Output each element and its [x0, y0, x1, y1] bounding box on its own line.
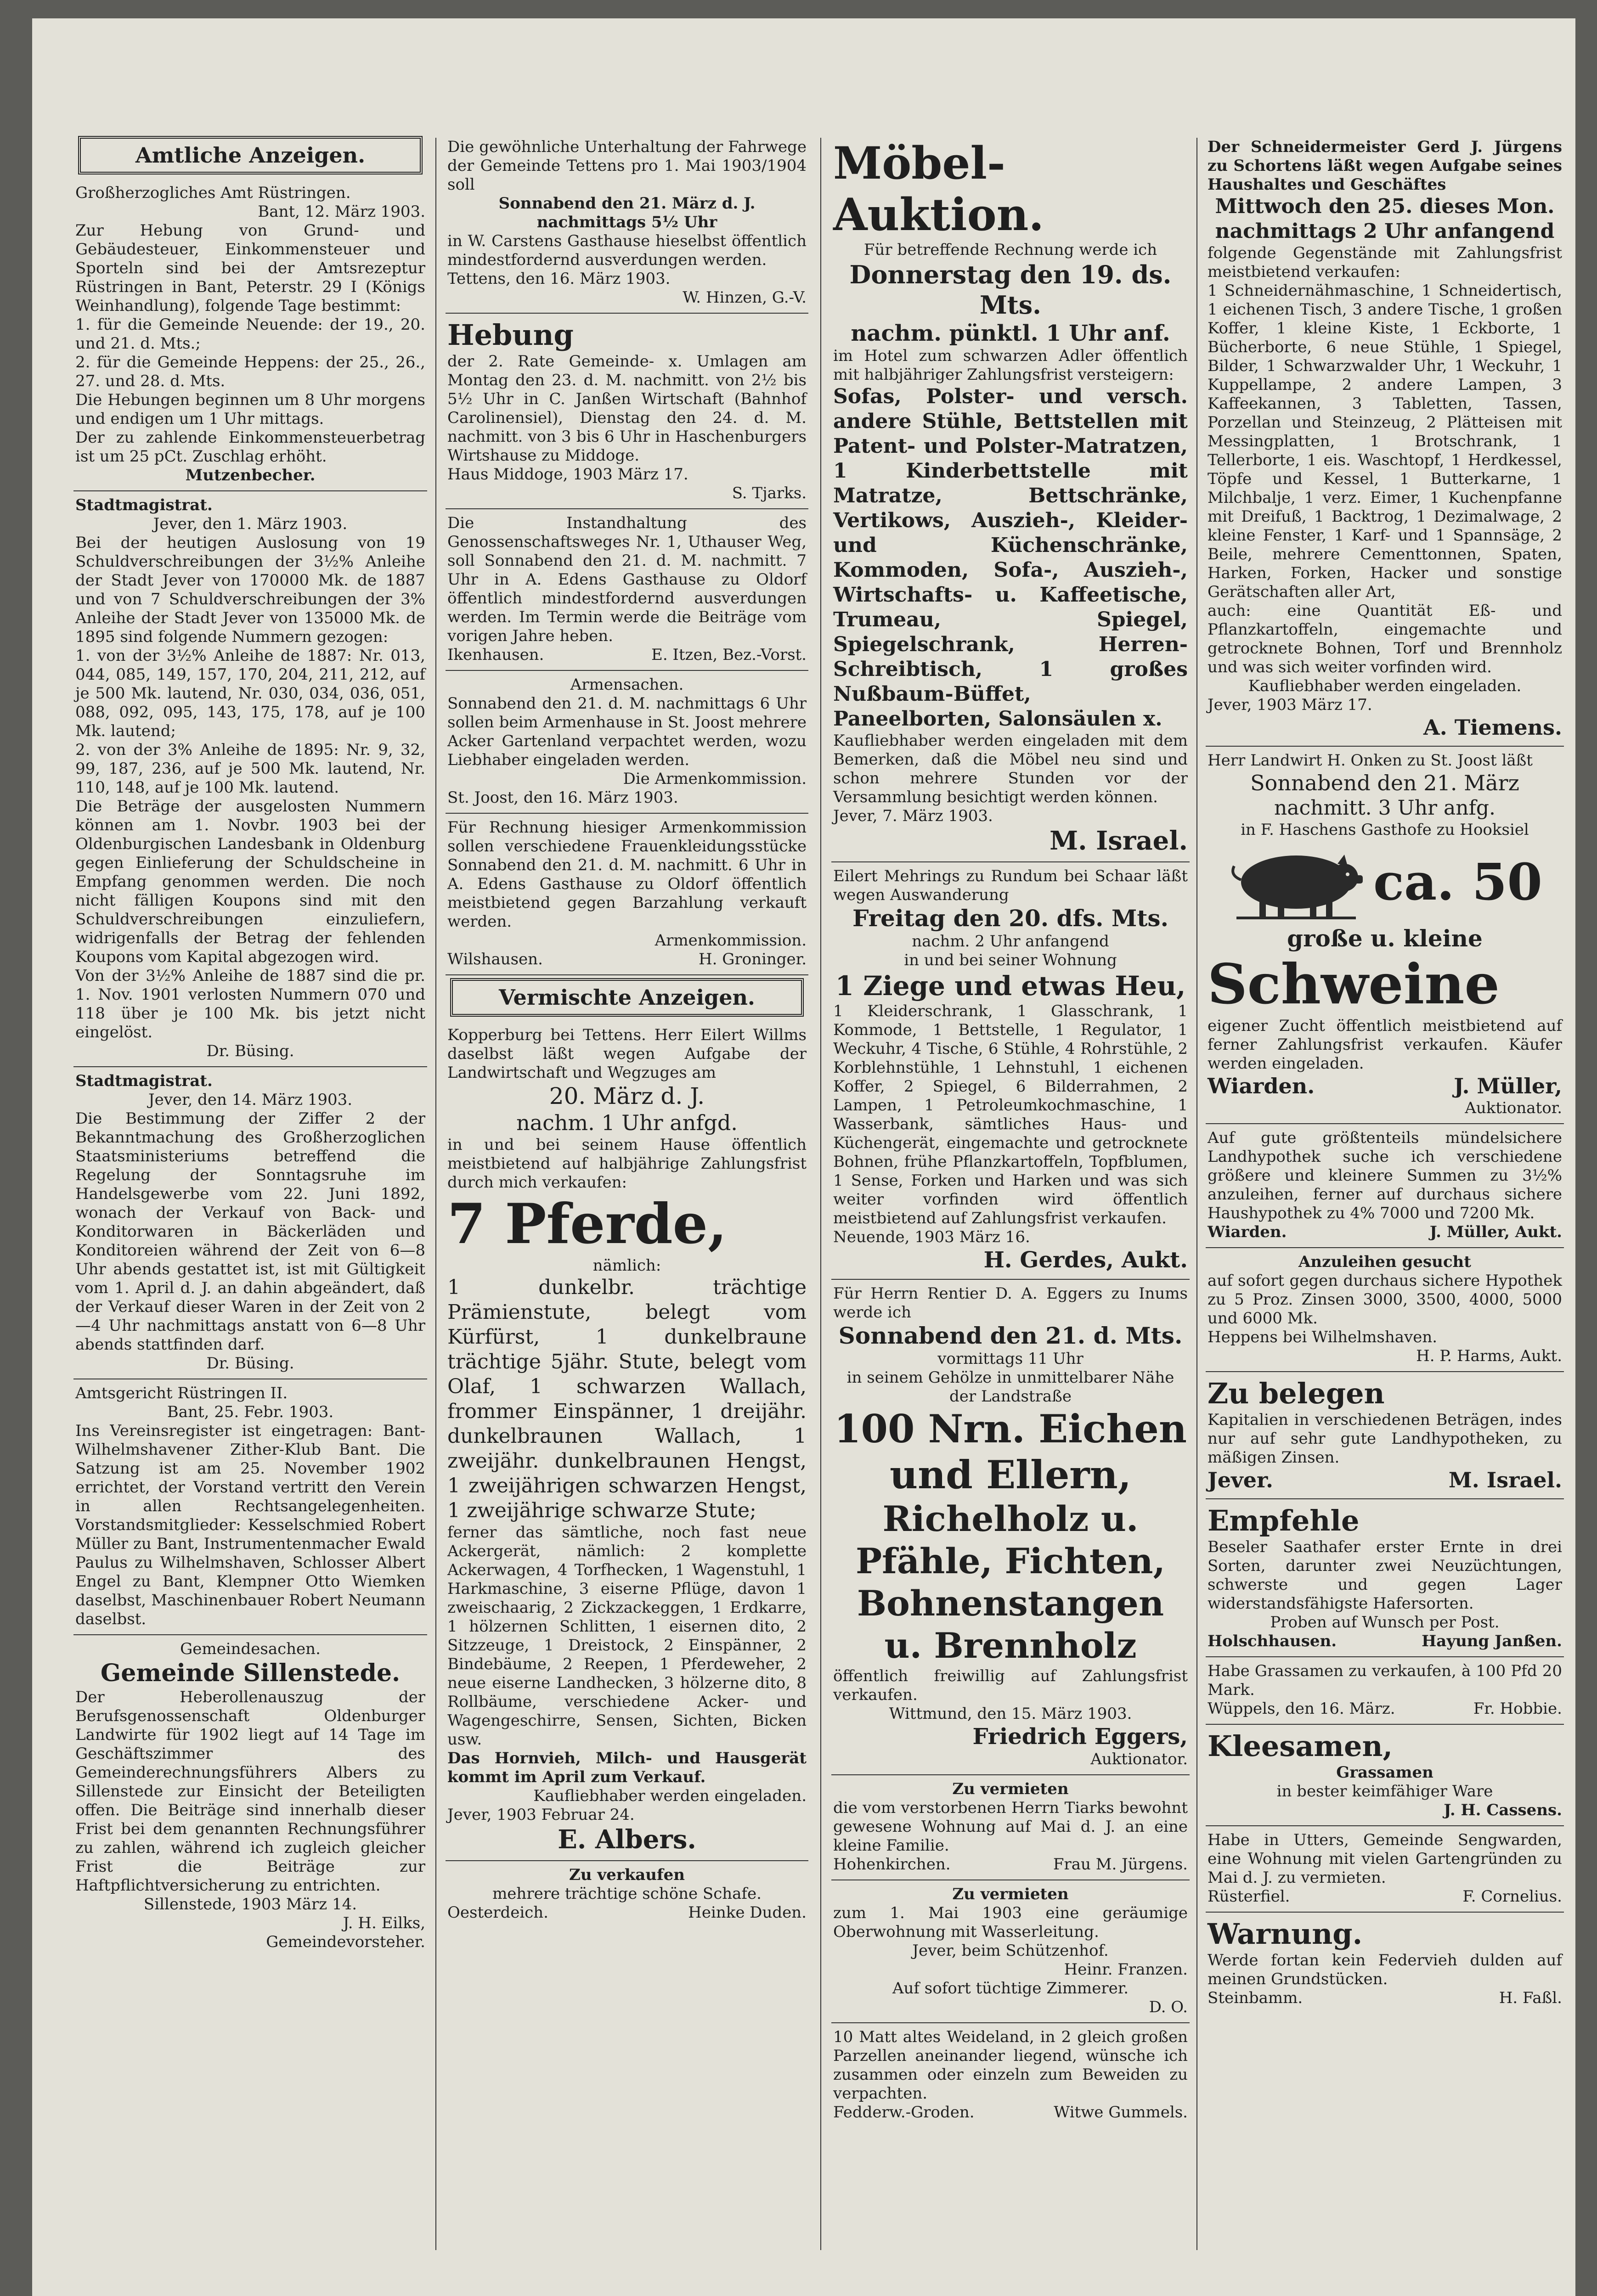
ad-line: Für betreffende Rechnung werde ich — [863, 241, 1157, 259]
notice-line: Der zu zahlende Einkommensteuerbetrag ist um 25 pCt. Zuschlag erhöht. — [75, 428, 425, 466]
ad-heading: Zu vermieten — [952, 1885, 1069, 1903]
notice-line: Jever, den 14. März 1903. — [148, 1091, 353, 1109]
signature-name: Witwe Gummels. — [1054, 2103, 1188, 2122]
ad-big-title: 100 Nrn. Eichen und Ellern, — [834, 1406, 1187, 1497]
ad-signature-row — [1208, 1467, 1562, 1493]
ad-line: auf sofort gegen durchaus sichere Hypothek zu 5 Proz. Zinsen 3000, 3500, 4000, 5000 und 6000 Mk. — [1208, 1272, 1562, 1328]
ad-time: vormittags 11 Uhr — [937, 1350, 1083, 1368]
ad-signature: A. Tiemens. — [1423, 715, 1562, 740]
ad-subtitle: große u. kleine — [1287, 925, 1483, 952]
ad-line: mehrere trächtige schöne Schafe. — [492, 1885, 762, 1903]
notice-title: Hebung — [447, 318, 574, 352]
ad-line: Kapitalien in verschiedenen Beträgen, indes nur auf sehr gute Landhypotheken, zu mäßigen Zinsen. — [1208, 1411, 1562, 1467]
notice-signature: Gemeindevorsteher. — [266, 1933, 425, 1951]
notice-line: Bei der heutigen Auslosung von 19 Schuldverschreibungen der 3½% Anleihe der Stadt Jever von 170000 Mk. de 1887 und von 7 Schuldverschreibungen der 3% Anleihe der Stadt Jever von 135000 Mk. de 1895 sind folgende Nummern gezogen: — [75, 534, 425, 646]
signature-place: Holschhausen. — [1208, 1632, 1337, 1650]
signature-place: Wiarden. — [1208, 1074, 1315, 1098]
ad-signature: Heinr. Franzen. — [1064, 1960, 1188, 1979]
section-header-vermischte: Vermischte Anzeigen. — [450, 978, 804, 1017]
notice-line: 2. für die Gemeinde Heppens: der 25., 26., 27. und 28. d. Mts. — [75, 353, 425, 390]
ad-7-pferde — [446, 1021, 808, 1861]
ad-item-list: Sofas, Polster- und versch. andere Stühle, Bettstellen mit Patent- und Polster-Matratzen, 1 Kinderbettstelle mit Matratze, Bettschränke, Vertikows, Auszieh-, Kleider- und Küchenschränke, Kommoden, Sofa-, Auszieh-, Wirtschafts- u. Kaffeetische, Trumeau, Spiegel, Spiegelschrank, Herren-Schreibtisch, 1 großes Nußbaum-Büffet, Paneelborten, Salonsäulen x. — [833, 385, 1188, 731]
ad-line: in F. Haschens Gasthofe zu Hooksiel — [1241, 821, 1529, 839]
ad-heading: Zu verkaufen — [569, 1866, 685, 1884]
ad-title: Empfehle — [1208, 1504, 1360, 1537]
ad-time: nachmitt. 3 Uhr anfg. — [1274, 796, 1496, 820]
ad-line: ferner das sämtliche, noch fast neue Ackergerät, nämlich: 2 komplette Ackerwagen, 4 Torfhecken, 1 Wagenstuhl, 1 Harkmaschine, 3 eiserne Pflüge, davon 1 zweischaarig, 2 Zickzackeggen, 1 Erdkarre, 1 hölzernen Schlitten, 1 eisernen dito, 2 Sitzzeuge, 1 Dreistock, 2 Einspänner, 2 Bindebäume, 2 Reepen, 1 Pferdeweher, 2 neue eiserne Landhecken, 3 hölzerne dito, 8 Rollbäume, verschiedene Acker- und Wagengeschirre, Sensen, Sichten, Bicken usw. — [447, 1523, 807, 1749]
notice-signature: J. H. Eilks, — [343, 1914, 425, 1932]
signature-name: J. Müller, — [1454, 1074, 1562, 1098]
notice-line: Haus Middoge, 1903 März 17. — [447, 465, 688, 484]
notice-line: Für Rechnung hiesiger Armenkommission sollen verschiedene Frauenkleidungsstücke Sonnabend den 21. d. M. nachmitt. 6 Uhr in A. Edens Gasthause zu Oldorf öffentlich meistbietend gegen Barzahlung verkauft werden. — [447, 818, 807, 931]
ad-wohnung-utters — [1206, 1826, 1564, 1913]
ad-signature-row — [833, 1855, 1188, 1874]
ad-signature: H. P. Harms, Aukt. — [1416, 1347, 1562, 1365]
ad-signature-row — [1208, 1699, 1562, 1718]
ad-signature-row — [1208, 1887, 1562, 1906]
ad-schneidermeister — [1206, 133, 1564, 747]
ad-line: in und bei seiner Wohnung — [904, 951, 1117, 969]
notice-line: Sonnabend den 21. März d. J. nachmittags 5½ Uhr — [498, 194, 756, 231]
notice-genossenschaftsweg — [446, 509, 808, 671]
ad-line: im Hotel zum schwarzen Adler öffentlich mit halbjähriger Zahlungsfrist versteigern: — [833, 347, 1188, 384]
ad-signature-row — [1208, 1073, 1562, 1099]
ad-line: zum 1. Mai 1903 eine geräumige Oberwohnung mit Wasserleitung. — [833, 1904, 1188, 1941]
notice-line: Amtsgericht Rüstringen II. — [75, 1384, 288, 1402]
ad-line: Beseler Saathafer erster Ernte in drei Sorten, darunter zwei Neuzüchtungen, schwerste und gegen Lager widerstandsfähigste Hafersorten. — [1208, 1538, 1562, 1613]
ad-line: Auf gute größtenteils mündelsichere Landhypothek suche ich verschiedene größere und kleinere Summen zu 3½% anzuleihen, ferner auf durchaus sichere Haushypothek zu 4% 7000 und 7200 Mk. — [1208, 1129, 1562, 1222]
ad-time: nachm. pünktl. 1 Uhr anf. — [851, 321, 1170, 346]
ad-signature: Friedrich Eggers, — [972, 1724, 1188, 1750]
ad-signature-row — [833, 2103, 1188, 2122]
notice-signature: W. Hinzen, G.-V. — [683, 288, 807, 307]
notice-line: in W. Carstens Gasthause hieselbst öffentlich mindestfordernd ausverdungen werden. — [447, 232, 807, 269]
ad-schweine — [1206, 747, 1564, 1124]
notice-line: Bant, 25. Febr. 1903. — [167, 1403, 334, 1421]
signature-place: Hohenkirchen. — [833, 1855, 951, 1874]
notice-signature: Dr. Büsing. — [206, 1042, 294, 1060]
ad-date: Sonnabend den 21. d. Mts. — [838, 1322, 1183, 1349]
signature-name: Frau M. Jürgens. — [1053, 1855, 1188, 1874]
notice-armensachen — [446, 671, 808, 814]
ad-signature-row — [447, 1903, 807, 1922]
ad-line: Heppens bei Wilhelmshaven. — [1208, 1328, 1438, 1346]
signature-name: J. Müller, Aukt. — [1429, 1223, 1562, 1241]
ad-date: Freitag den 20. dfs. Mts. — [852, 905, 1168, 932]
ad-big-title: 7 Pferde, — [447, 1192, 727, 1256]
signature-name: Fr. Hobbie. — [1473, 1699, 1562, 1718]
ad-signature-title: Auktionator. — [1090, 1750, 1188, 1768]
signature-name: Heinke Duden. — [688, 1903, 807, 1922]
ad-anzuleihen — [1206, 1248, 1564, 1372]
ad-line: Auf sofort tüchtige Zimmerer. — [892, 1979, 1129, 1998]
ad-line: Für Herrn Rentier D. A. Eggers zu Inums werde ich — [833, 1284, 1188, 1322]
ad-line: Kaufliebhaber werden eingeladen. — [533, 1787, 807, 1805]
ad-line: Kaufliebhaber werden eingeladen mit dem Bemerken, daß die Möbel neu sind und schon mehrere Stunden vor der Versammlung besichtigt werden können. — [833, 732, 1188, 806]
ad-date: 20. März d. J. — [549, 1083, 705, 1109]
ad-line: nämlich: — [593, 1256, 661, 1275]
pig-illustration-row — [1208, 843, 1562, 921]
ad-date: Donnerstag den 19. ds. Mts. — [849, 260, 1172, 320]
notice-line: Armenkommission. — [655, 931, 807, 950]
ad-line: Jever, beim Schützenhof. — [912, 1941, 1109, 1960]
ad-date: Sonnabend den 21. März — [1250, 771, 1519, 795]
notice-line: 1. von der 3½% Anleihe de 1887: Nr. 013, 044, 085, 149, 157, 170, 204, 211, 212, auf je 500 Mk. lautend, Nr. 030, 034, 036, 051, 088, 092, 095, 143, 175, 178, auf je 100 Mk. lautend; — [75, 647, 425, 740]
column-1 — [73, 133, 427, 2273]
notice-line: Die Beträge der ausgelosten Nummern können am 1. Novbr. 1903 bei der Oldenburgischen Landesbank in Oldenburg gegen Einlieferung der Schuldscheine in Empfang genommen werden. Die noch nicht fälligen Koupons sind mit den Schuldverschreibungen einzuliefern, widrigenfalls der Betrag der fehlenden Koupons vom Kapital abgezogen wird. — [75, 797, 425, 966]
ad-line: öffentlich freiwillig auf Zahlungsfrist verkaufen. — [833, 1667, 1188, 1704]
notice-line: St. Joost, den 16. März 1903. — [447, 788, 678, 807]
notice-hebung — [446, 314, 808, 509]
ad-schafe — [446, 1861, 808, 1928]
column-rule — [435, 138, 436, 2250]
pig-count: ca. 50 — [1373, 852, 1542, 912]
ad-line: 10 Matt altes Weideland, in 2 gleich großen Parzellen aneinander liegend, wünsche ich zusammen oder einzeln zum Beweiden zu verpachten. — [833, 2028, 1188, 2103]
ad-line: folgende Gegenstände mit Zahlungsfrist meistbietend verkaufen: — [1208, 244, 1562, 281]
signature-name: E. Itzen, Bez.-Vorst. — [651, 646, 807, 664]
notice-frauenkleidung — [446, 814, 808, 975]
ad-line: Kopperburg bei Tettens. Herr Eilert Willms daselbst läßt wegen Aufgabe der Landwirtschaft und Wegzuges am — [447, 1026, 807, 1082]
notice-signature: S. Tjarks. — [732, 484, 807, 502]
notice-line: Großherzogliches Amt Rüstringen. — [75, 184, 351, 202]
signature-name: Hayung Janßen. — [1422, 1632, 1562, 1650]
ad-hypothek — [1206, 1124, 1564, 1248]
notice-stadtmagistrat-anleihe — [73, 491, 427, 1067]
ad-signature: D. O. — [1149, 1998, 1188, 2016]
notice-title: Gemeinde Sillenstede. — [100, 1659, 401, 1687]
notice-line: Die Instandhaltung des Genossenschaftsweges Nr. 1, Uthauser Weg, soll Sonnabend den 21. d. M. nachmitt. 7 Uhr in A. Edens Gasthause zu Oldorf öffentlich mindestfordernd ausverdungen werden. Im Termin werde die Beiträge vom vorigen Jahre heben. — [447, 514, 807, 645]
ad-item-list: 1 Schneidernähmaschine, 1 Schneidertisch, 1 eichenen Tisch, 3 andere Tische, 1 großen Koffer, 1 kleine Kiste, 1 Eckborte, 1 Bücherborte, 6 neue Stühle, 1 Spiegel, Bilder, 1 Schwarzwalder Uhr, 1 Weckuhr, 1 Kuppellampe, 2 andere Lampen, 3 Kaffeekannen, 3 Tabletten, Tassen, Porzellan und Steinzeug, 2 Plätteisen mit Messingplatten, 1 Brotschrank, 1 Tellerborte, 1 eis. Waschtopf, 1 Herdkessel, Töpfe und Kessel, 1 Butterkarne, 1 Milchbalje, 1 verz. Eimer, 1 Kuchenpfanne mit Dreifuß, 1 Backtrog, 1 Dezimalwage, 2 kleine Fenster, 1 Karf- und 1 Spannsäge, 2 Beile, mehrere Cementtonnen, Spaten, Harken, Forken, Hacker und sonstige Gerätschaften aller Art, — [1208, 281, 1562, 601]
ad-subtitle: Grassamen — [1336, 1763, 1433, 1782]
ad-line: Jever, 1903 März 17. — [1208, 696, 1372, 714]
notice-stadtmagistrat-sonntagsruhe — [73, 1067, 427, 1379]
column-2 — [446, 133, 808, 2273]
signature-place: Wilshausen. — [447, 950, 543, 968]
notice-line: Die Hebungen beginnen um 8 Uhr morgens und endigen um 1 Uhr mittags. — [75, 391, 425, 428]
column-3 — [831, 133, 1190, 2273]
notice-signature: Dr. Büsing. — [206, 1354, 294, 1373]
signature-name: H. Faßl. — [1499, 1989, 1562, 2007]
ad-kleesamen — [1206, 1725, 1564, 1826]
notice-line: Ins Vereinsregister ist eingetragen: Bant-Wilhelmshavener Zither-Klub Bant. Die Satzung ist am 25. November 1902 errichtet, der Vorstand vertritt den Verein in allen Rechtsangelegenheiten. Vorstandsmitglieder: Kesselschmied Robert Müller zu Bant, Instrumentenmacher Ewald Paulus zu Wilhelmshaven, Schlosser Albert Engel zu Bant, Klempner Otto Wiemken daselbst, Maschinenbauer Robert Neumann daselbst. — [75, 1422, 425, 1628]
notice-line: Die Armenkommission. — [623, 770, 807, 788]
notice-heading: Armensachen. — [570, 675, 684, 694]
notice-line: Sonnabend den 21. d. M. nachmittags 6 Uhr sollen beim Armenhause in St. Joost mehrere Acker Gartenland verpachtet werden, wozu Liebhaber eingeladen werden. — [447, 694, 807, 769]
ad-line: Wittmund, den 15. März 1903. — [889, 1705, 1132, 1723]
notice-heading: Gemeindesachen. — [180, 1640, 321, 1658]
notice-line: Zur Hebung von Grund- und Gebäudesteuer, Einkommensteuer und Sporteln sind bei der Amtsrezeptur Rüstringen in Bant, Peterstr. 29 I (Königs Weinhandlung), folgende Tage bestimmt: — [75, 221, 425, 315]
ad-heading: Zu vermieten — [952, 1780, 1069, 1798]
ad-line: Habe in Utters, Gemeinde Sengwarden, eine Wohnung mit vielen Gartengründen zu Mai d. J. zu vermieten. — [1208, 1831, 1562, 1887]
ad-line: eigener Zucht öffentlich meistbietend auf ferner Zahlungsfrist verkaufen. Käufer werden eingeladen. — [1208, 1017, 1562, 1073]
ad-line: Der Schneidermeister Gerd J. Jürgens zu Schortens läßt wegen Aufgabe seines Haushaltes und Geschäftes — [1208, 138, 1562, 194]
notice-line: Sillenstede, 1903 März 14. — [143, 1895, 357, 1913]
ad-item-list: 1 Kleiderschrank, 1 Glasschrank, 1 Kommode, 1 Bettstelle, 1 Regulator, 1 Weckuhr, 4 Tische, 6 Stühle, 4 Rohrstühle, 2 Korblehnstühle, 1 Lehnstuhl, 1 eichenen Koffer, 2 Spiegel, 6 Bilderrahmen, 2 Lampen, 1 Petroleumkochmaschine, 1 Wasserbank, sämtliches Haus- und Küchengerät, eingemachte und getrocknete Bohnen, frühe Pflanzkartoffeln, Topfblumen, 1 Sense, Forken und Harken und was sich weiter vorfinden wird öffentlich meistbietend auf Zahlungsfrist verkaufen. — [833, 1002, 1188, 1227]
notice-line: 1. für die Gemeinde Neuende: der 19., 20. und 21. d. Mts.; — [75, 315, 425, 353]
notice-line: Die gewöhnliche Unterhaltung der Fahrwege der Gemeinde Tettens pro 1. Mai 1903/1904 soll — [447, 138, 807, 194]
ad-line: in seinem Gehölze in unmittelbarer Nähe der Landstraße — [846, 1368, 1174, 1406]
column-4 — [1206, 133, 1564, 2273]
ad-signature-row — [1208, 1632, 1562, 1651]
ad-moebel-auktion — [831, 133, 1190, 862]
ad-line: Eilert Mehrings zu Rundum bei Schaar läßt wegen Auswanderung — [833, 867, 1188, 904]
ad-zu-belegen — [1206, 1372, 1564, 1499]
signature-name: F. Cornelius. — [1462, 1887, 1562, 1906]
ad-heading: Anzuleihen gesucht — [1298, 1253, 1471, 1271]
notice-line: Von der 3½% Anleihe de 1887 sind die pr. 1. Nov. 1901 verlosten Nummern 070 und 118 über je 100 Mk. bis jetzt nicht eingelöst. — [75, 967, 425, 1041]
ad-line: Neuende, 1903 März 16. — [833, 1228, 1030, 1246]
newspaper-page — [32, 18, 1575, 2296]
signature-place: Fedderw.-Groden. — [833, 2103, 975, 2122]
ad-signature: H. Gerdes, Aukt. — [983, 1247, 1188, 1273]
signature-place: Wiarden. — [1208, 1223, 1287, 1241]
signature-name: H. Groninger. — [698, 950, 807, 968]
ad-time: nachm. 1 Uhr anfgd. — [516, 1110, 738, 1135]
notice-line: Tettens, den 16. März 1903. — [447, 270, 671, 288]
ad-line: Herr Landwirt H. Onken zu St. Joost läßt — [1208, 751, 1533, 770]
notice-heading: Stadtmagistrat. — [75, 496, 213, 514]
ad-vermieten-1 — [831, 1775, 1190, 1880]
ad-title: Kleesamen, — [1208, 1729, 1393, 1763]
notice-fahrwege-tettens — [446, 133, 808, 314]
ad-vermieten-2 — [831, 1880, 1190, 2023]
ad-time: nachm. 2 Uhr anfangend — [912, 932, 1109, 951]
ad-line: in und bei seinem Hause öffentlich meistbietend auf halbjährige Zahlungsfrist durch mich verkaufen: — [447, 1136, 807, 1192]
notice-line: 2. von der 3% Anleihe de 1895: Nr. 9, 32, 99, 187, 236, auf je 500 Mk. lautend, Nr. 110, 148, auf je 100 Mk. lautend. — [75, 741, 425, 797]
ad-signature: M. Israel. — [1050, 826, 1188, 856]
ad-big-title: Möbel-Auktion. — [833, 137, 1044, 241]
ad-line: Jever, 7. März 1903. — [833, 807, 993, 825]
ad-signature-row — [1208, 1223, 1562, 1242]
ad-horse-list: 1 dunkelbr. trächtige Prämienstute, belegt vom Kürfürst, 1 dunkelbraune trächtige 5jähr. Stute, belegt vom Olaf, 1 schwarzen Wallach, frommer Einspänner, 1 dreijähr. dunkelbraunen Wallach, 1 zweijähr. dunkelbraunen Hengst, 1 zweijährigen schwarzen Hengst, 1 zweijährige schwarze Stute; — [447, 1276, 807, 1522]
notice-amtsgericht — [73, 1379, 427, 1635]
ad-signature-row — [1208, 1989, 1562, 2008]
notice-signature-row — [447, 950, 807, 969]
ad-line: Das Hornvieh, Milch- und Hausgerät kommt im April zum Verkauf. — [447, 1749, 807, 1786]
notice-line: Der Heberollenauszug der Berufsgenossenschaft Oldenburger Landwirte für 1902 liegt auf 14 Tage im Geschäftszimmer des Gemeinderechnungsführers Albers zu Sillenstede zur Einsicht der Beteiligten offen. Die Beiträge sind innerhalb dieser Frist bei dem genannten Rechnungsführer zu zahlen, während ich zugleich gleicher Frist die Beiträge zur Haftpflichtversicherung zu entrichten. — [75, 1688, 425, 1895]
notice-line: Die Bestimmung der Ziffer 2 der Bekanntmachung des Großherzoglichen Staatsministeriums betreffend die Regelung der Sonntagsruhe im Handelsgewerbe vom 22. Juni 1892, wonach der Verkauf von Back- und Konditorwaren in Bäckerläden und Konditoreien während der Zeit von 6—8 Uhr abends gestattet ist, ist mit Gültigkeit vom 1. April d. J. an dahin abgeändert, daß der Verkauf dieser Waren in der Zeit von 2—4 Uhr nachmittags anstatt von 6—8 Uhr abends stattfinden darf. — [75, 1109, 425, 1354]
notice-heading: Stadtmagistrat. — [75, 1072, 213, 1090]
signature-place: Rüsterfiel. — [1208, 1887, 1290, 1906]
ad-warnung — [1206, 1913, 1564, 2013]
ad-empfehle — [1206, 1499, 1564, 1657]
ad-signature: J. H. Cassens. — [1444, 1801, 1562, 1819]
ad-big-title: Schweine — [1208, 952, 1500, 1017]
notice-signature-row — [447, 646, 807, 664]
ad-signature-title: Auktionator. — [1465, 1099, 1562, 1117]
ad-line: Jever, 1903 Februar 24. — [447, 1806, 635, 1824]
ad-line: Werde fortan kein Federvieh dulden auf meinen Grundstücken. — [1208, 1951, 1562, 1988]
ad-line: die vom verstorbenen Herrn Tiarks bewohnt gewesene Wohnung auf Mai d. J. an eine kleine Familie. — [833, 1799, 1188, 1855]
ad-ziege-heu — [831, 862, 1190, 1280]
ad-weideland — [831, 2023, 1190, 2127]
column-rule — [820, 138, 821, 2250]
signature-place: Steinbamm. — [1208, 1989, 1303, 2007]
notice-line: der 2. Rate Gemeinde- x. Umlagen am Montag den 23. d. M. nachmitt. von 2½ bis 5½ Uhr in C. Janßen Wirtschaft (Bahnhof Carolinensiel), Dienstag den 24. d. M. nachmitt. von 3 bis 6 Uhr in Haschenburgers Wirtshause zu Middoge. — [447, 352, 807, 465]
ad-line: Habe Grassamen zu verkaufen, à 100 Pfd 20 Mark. — [1208, 1662, 1562, 1699]
ad-line: in bester keimfähiger Ware — [1276, 1782, 1493, 1801]
notice-amt-ruestringen — [73, 179, 427, 491]
signature-place: Jever. — [1208, 1468, 1274, 1492]
column-rule — [1196, 138, 1197, 2250]
notice-line: Bant, 12. März 1903. — [258, 203, 425, 221]
signature-name: M. Israel. — [1448, 1468, 1562, 1492]
section-header-amtliche: Amtliche Anzeigen. — [78, 136, 423, 174]
ad-date: Mittwoch den 25. dieses Mon. nachmittags 2 Uhr anfangend — [1215, 195, 1555, 243]
notice-gemeinde-sillenstede — [73, 1635, 427, 1957]
ad-grassamen — [1206, 1657, 1564, 1725]
notice-signature: Mutzenbecher. — [185, 466, 316, 484]
ad-title: Zu belegen — [1208, 1377, 1385, 1410]
ad-big-title: 1 Ziege und etwas Heu, — [835, 970, 1186, 1002]
ad-title: Warnung. — [1208, 1917, 1363, 1951]
signature-place: Oesterdeich. — [447, 1903, 548, 1922]
notice-line: Jever, den 1. März 1903. — [153, 515, 348, 533]
signature-place: Wüppels, den 16. März. — [1208, 1699, 1395, 1718]
ad-signature: E. Albers. — [558, 1824, 696, 1855]
ad-big-subtitle: Richelholz u. Pfähle, Fichten, Bohnenstangen u. Brennholz — [855, 1498, 1166, 1666]
pig-icon — [1227, 843, 1365, 921]
signature-place: Ikenhausen. — [447, 646, 544, 664]
ad-eichen-ellern — [831, 1280, 1190, 1775]
ad-line: auch: eine Quantität Eß- und Pflanzkartoffeln, eingemachte und getrocknete Bohnen, Torf und Brennholz und was sich weiter vorfinden wird. — [1208, 602, 1562, 676]
ad-line: Kaufliebhaber werden eingeladen. — [1248, 677, 1522, 695]
ad-line: Proben auf Wunsch per Post. — [1270, 1613, 1500, 1632]
